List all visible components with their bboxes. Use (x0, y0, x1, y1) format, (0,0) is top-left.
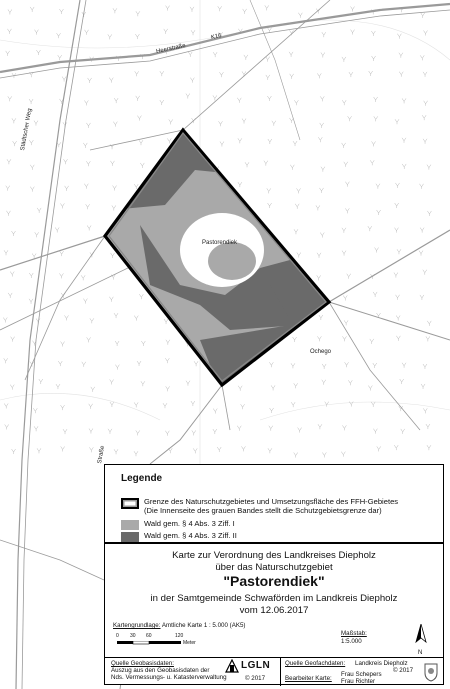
label-pastorendiek: Pastorendiek (202, 240, 238, 246)
kartengrundlage (113, 622, 245, 629)
kartengrundlage-label: Kartengrundlage: (113, 622, 161, 629)
title-block (104, 543, 444, 685)
label-ochego: Ochego (310, 349, 332, 355)
lgln-text: LGLN (241, 660, 271, 671)
label-stadtweg: Städtscher Weg (20, 108, 34, 152)
bearbeiter-2: Frau Richter (341, 678, 376, 685)
title-line-3: in der Samtgemeinde Schwaförden im Landkreis Diepholz (150, 593, 398, 604)
legend-item-ziff-2 (121, 531, 237, 542)
lgln-year: © 2017 (245, 675, 266, 682)
north-arrow-icon (413, 624, 429, 648)
scale-tick-0: 0 (116, 633, 119, 639)
scale-tick-30: 30 (130, 633, 136, 639)
bearbeiter-1: Frau Schepers (341, 671, 382, 678)
legend-boundary-text: Grenze des Naturschutzgebietes und Umsetzungsfläche des FFH-Gebietes (144, 497, 399, 506)
geobasis-line1: Auszug aus den Geobasisdaten der (111, 667, 210, 674)
pond (208, 242, 256, 280)
scale-tick-120: 120 (175, 633, 184, 639)
geobasis-label: Quelle Geobasisdaten: (111, 660, 174, 667)
scale-unit: Meter (183, 640, 196, 646)
legend-boundary-note: (Die Innenseite des grauen Bandes stellt die Schutzgebietsgrenze dar) (144, 506, 382, 515)
label-k16: K16 (210, 32, 223, 42)
ziff-2-swatch (121, 532, 139, 542)
massstab-value: 1:5.000 (341, 638, 362, 645)
legend-item-boundary (121, 497, 398, 515)
geofach-value: Landkreis Diepholz (355, 660, 408, 667)
legend-ziff-1-text: Wald gem. § 4 Abs. 3 Ziff. I (144, 519, 235, 528)
legend-ziff-2-text: Wald gem. § 4 Abs. 3 Ziff. II (144, 531, 237, 540)
geofach-label: Quelle Geofachdaten: (285, 660, 346, 667)
legend-item-ziff-1 (121, 519, 235, 530)
kartengrundlage-value: Amtliche Karte 1 : 5.000 (AK5) (161, 622, 246, 629)
geobasis-line2: Nds. Vermessungs- u. Katasterverwaltung (111, 674, 227, 681)
north-label: N (418, 650, 423, 656)
scale-bar (116, 633, 196, 650)
title-line-2: über das Naturschutzgebiet (215, 562, 333, 573)
geofach-year: © 2017 (393, 667, 414, 674)
reserve-name: "Pastorendiek" (223, 573, 325, 589)
bearbeiter-label: Bearbeiter Karte: (285, 675, 332, 682)
label-heerstrasse: Heerstraße (155, 42, 187, 56)
legend-title: Legende (121, 473, 163, 484)
boundary-swatch (121, 498, 139, 509)
scale-tick-60: 60 (146, 633, 152, 639)
title-line-1: Karte zur Verordnung des Landkreises Diepholz (172, 550, 376, 561)
ziff-1-swatch (121, 520, 139, 530)
county-seal-icon (423, 662, 439, 682)
legend-panel (104, 464, 444, 543)
label-strasse-left: Straße (97, 445, 107, 465)
title-date: vom 12.06.2017 (239, 605, 309, 616)
massstab-label: Maßstab: (341, 630, 367, 637)
